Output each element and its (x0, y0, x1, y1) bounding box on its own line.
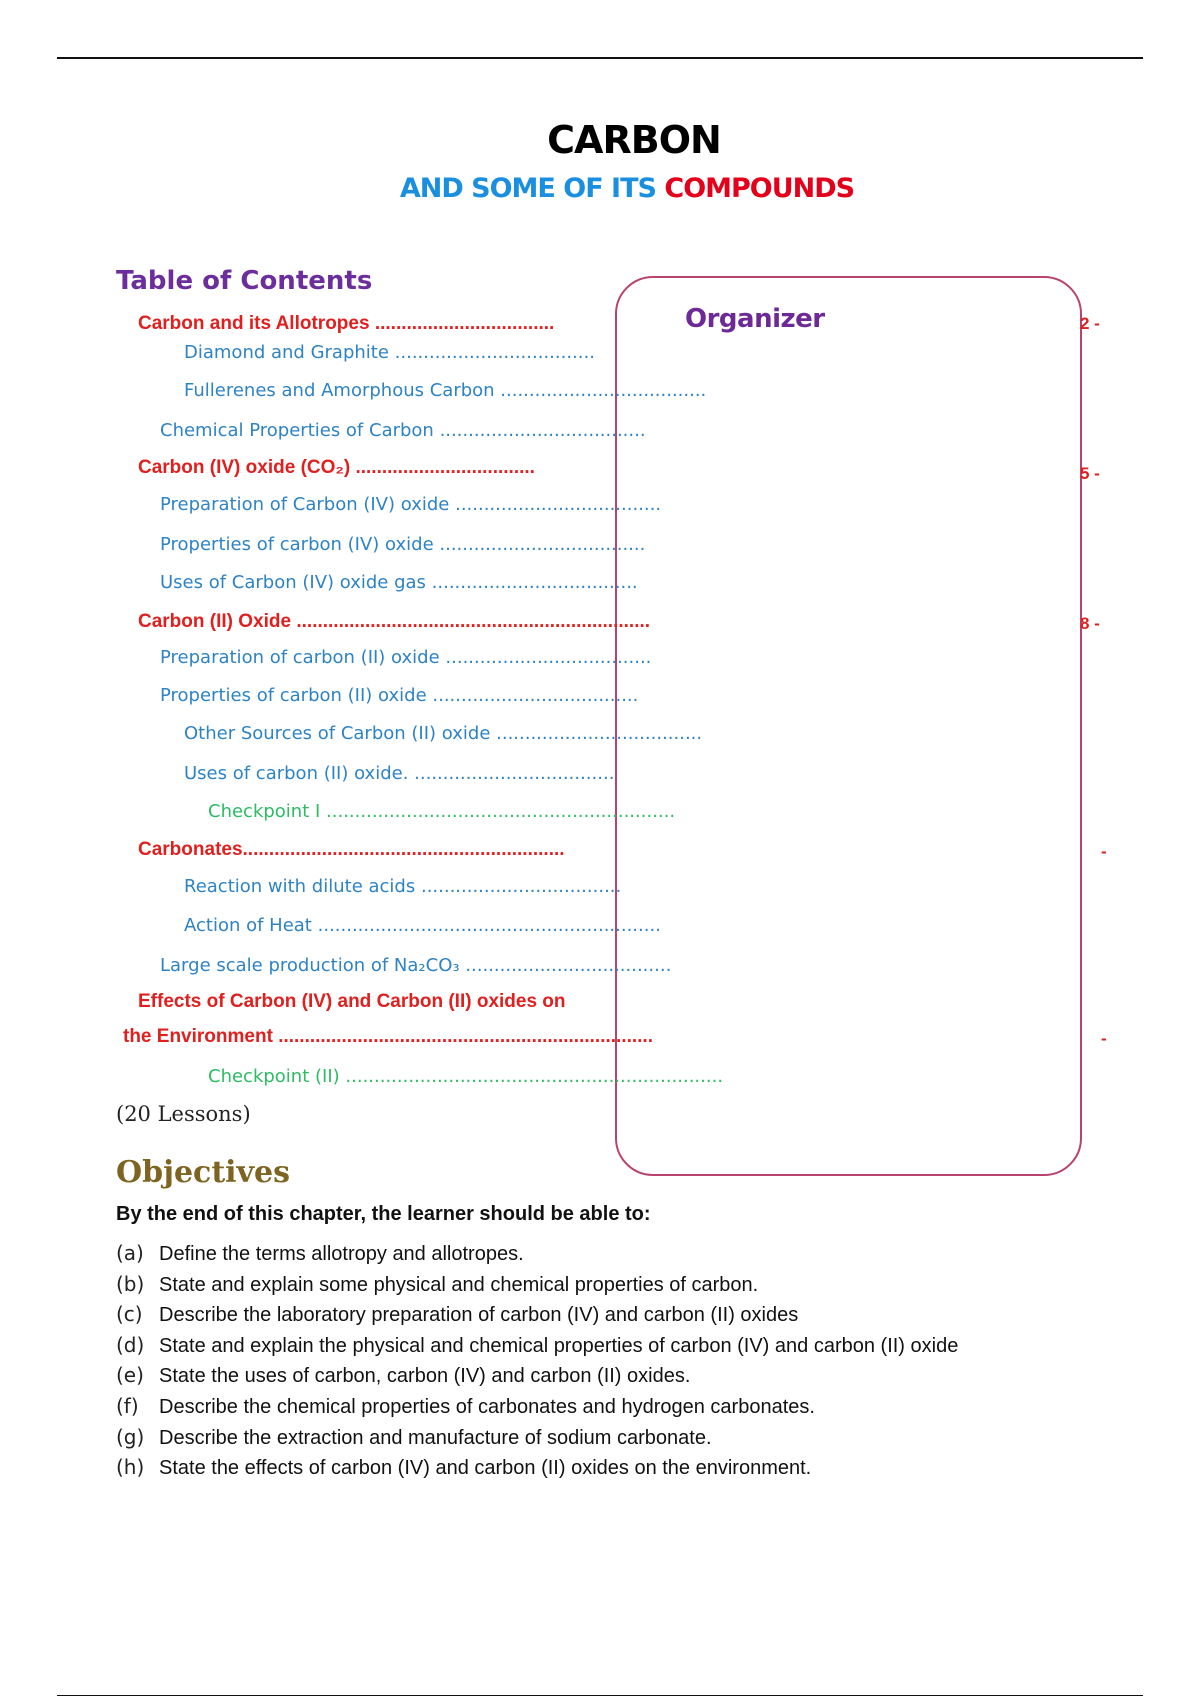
subtitle-blue-part: AND SOME OF ITS (399, 173, 656, 204)
toc-entry-label: Uses of Carbon (IV) oxide gas (160, 572, 426, 593)
toc-entry-dots: ............................................................. (242, 839, 565, 860)
toc-entry[interactable] (160, 955, 671, 976)
toc-entry-dots: .................................................................. (345, 1066, 724, 1087)
toc-entry[interactable] (138, 457, 535, 479)
toc-entry-label: Checkpoint (II) (208, 1066, 340, 1087)
toc-entry-dots: ............................................................. (326, 801, 676, 822)
toc-entry-label: the Environment (123, 1026, 273, 1047)
toc-entry-dots: .................................... (500, 380, 707, 401)
objective-text: Describe the extraction and manufacture of sodium carbonate. (159, 1426, 712, 1449)
page-subtitle (0, 173, 1200, 204)
toc-entry-label: Carbon and its Allotropes (138, 313, 370, 334)
toc-entry[interactable] (184, 763, 614, 784)
toc-page-number: 2 - (1080, 314, 1100, 333)
toc-entry-dots: .................................... (445, 647, 652, 668)
toc-entry[interactable] (138, 611, 650, 633)
subtitle-red-part: COMPOUNDS (664, 173, 855, 204)
lesson-count: (20 Lessons) (116, 1102, 251, 1126)
toc-entry-dots: ....................................................................... (278, 1026, 653, 1047)
objective-letter: (a) (116, 1241, 144, 1265)
objective-letter: (e) (116, 1363, 144, 1388)
toc-entry-label: Carbon (II) Oxide (138, 611, 292, 632)
toc-entry-label: Carbon (IV) oxide (CO₂) (138, 457, 351, 478)
toc-entry-dots: ............................................................ (317, 915, 661, 936)
toc-entry-label: Carbonates (138, 839, 243, 860)
toc-entry-dots: ................................................................... (296, 611, 651, 632)
toc-page-number: - (1101, 842, 1107, 861)
toc-entry[interactable] (160, 685, 638, 706)
objective-text: Define the terms allotropy and allotropes. (159, 1243, 524, 1265)
toc-entry[interactable] (184, 876, 621, 897)
page-title: CARBON (547, 118, 721, 162)
toc-entry-label: Properties of carbon (II) oxide (160, 685, 427, 706)
toc-entry-label: Diamond and Graphite (184, 342, 389, 363)
toc-entry[interactable] (184, 380, 706, 401)
objective-text: State and explain some physical and chemical properties of carbon. (159, 1273, 759, 1296)
toc-entry-dots: .................................... (439, 534, 646, 555)
toc-page-number: 5 - (1080, 464, 1100, 483)
toc-entry[interactable] (184, 915, 661, 936)
toc-entry[interactable] (138, 991, 566, 1013)
toc-entry-dots: ................................... (420, 876, 622, 897)
objective-letter: (c) (116, 1302, 143, 1327)
toc-entry-label: Checkpoint I (208, 801, 321, 822)
objectives-heading: Objectives (116, 1155, 290, 1190)
toc-entry[interactable] (123, 1026, 653, 1048)
toc-entry-label: Preparation of carbon (II) oxide (160, 647, 440, 668)
toc-entry-label: Effects of Carbon (IV) and Carbon (II) oxides on (138, 991, 566, 1012)
toc-entry-label: Properties of carbon (IV) oxide (160, 534, 434, 555)
toc-entry-dots: .................................... (431, 572, 638, 593)
toc-entry[interactable] (208, 801, 675, 822)
toc-entry-dots: .................................. (374, 313, 555, 334)
toc-entry[interactable] (184, 342, 595, 363)
toc-entry[interactable] (138, 313, 554, 335)
toc-page-number: 8 - (1080, 614, 1100, 633)
toc-entry[interactable] (160, 534, 645, 555)
objective-text: Describe the chemical properties of carbonates and hydrogen carbonates. (159, 1395, 815, 1418)
toc-entry[interactable] (184, 723, 702, 744)
toc-entry[interactable] (160, 572, 638, 593)
toc-entry-dots: .................................... (455, 494, 662, 515)
objective-item (116, 1360, 958, 1391)
toc-entry-dots: .................................... (496, 723, 703, 744)
objective-text: State the effects of carbon (IV) and carbon (II) oxides on the environment. (159, 1457, 812, 1480)
organizer-title: Organizer (685, 304, 825, 334)
toc-entry-dots: .................................... (465, 955, 672, 976)
objective-letter: (g) (116, 1424, 145, 1449)
toc-entry-dots: ................................... (414, 763, 615, 784)
toc-entry-label: Chemical Properties of Carbon (160, 420, 434, 441)
toc-entry[interactable] (160, 647, 651, 668)
toc-entry-label: Uses of carbon (II) oxide. (184, 763, 409, 784)
toc-entry-dots: .................................. (355, 457, 535, 478)
toc-entry-dots: ................................... (394, 342, 595, 363)
objective-text: State the uses of carbon, carbon (IV) and carbon (II) oxides. (159, 1365, 691, 1388)
bottom-rule (57, 1695, 1143, 1696)
toc-entry-label: Large scale production of Na₂CO₃ (160, 955, 460, 976)
toc-entry-label: Preparation of Carbon (IV) oxide (160, 494, 450, 515)
objective-item (116, 1452, 958, 1483)
toc-entry[interactable] (160, 494, 661, 515)
toc-entry-label: Other Sources of Carbon (II) oxide (184, 723, 491, 744)
toc-entry[interactable] (160, 420, 646, 441)
objective-item (116, 1391, 958, 1422)
toc-entry-dots: .................................... (432, 685, 639, 706)
objectives-intro: By the end of this chapter, the learner should be able to: (116, 1203, 651, 1225)
toc-entry-label: Fullerenes and Amorphous Carbon (184, 380, 495, 401)
toc-page-number: - (1101, 1029, 1107, 1048)
toc-heading: Table of Contents (116, 266, 373, 296)
toc-entry[interactable] (208, 1066, 723, 1087)
toc-entry-label: Action of Heat (184, 915, 312, 936)
objective-letter: (d) (116, 1332, 145, 1357)
toc-entry-dots: .................................... (439, 420, 646, 441)
objective-text: Describe the laboratory preparation of carbon (IV) and carbon (II) oxides (159, 1304, 799, 1327)
objective-letter: (h) (116, 1455, 145, 1480)
objective-letter: (f) (116, 1393, 139, 1418)
top-rule (57, 57, 1143, 59)
objective-item (116, 1269, 958, 1300)
objective-letter: (b) (116, 1271, 145, 1296)
objective-item (116, 1238, 958, 1269)
toc-entry[interactable] (138, 839, 565, 861)
toc-entry-label: Reaction with dilute acids (184, 876, 416, 897)
objective-item (116, 1422, 958, 1453)
objective-item (116, 1299, 958, 1330)
objective-item (116, 1330, 958, 1361)
objectives-list (116, 1238, 958, 1483)
objective-text: State and explain the physical and chemical properties of carbon (IV) and carbon (II) oxide (159, 1334, 959, 1357)
